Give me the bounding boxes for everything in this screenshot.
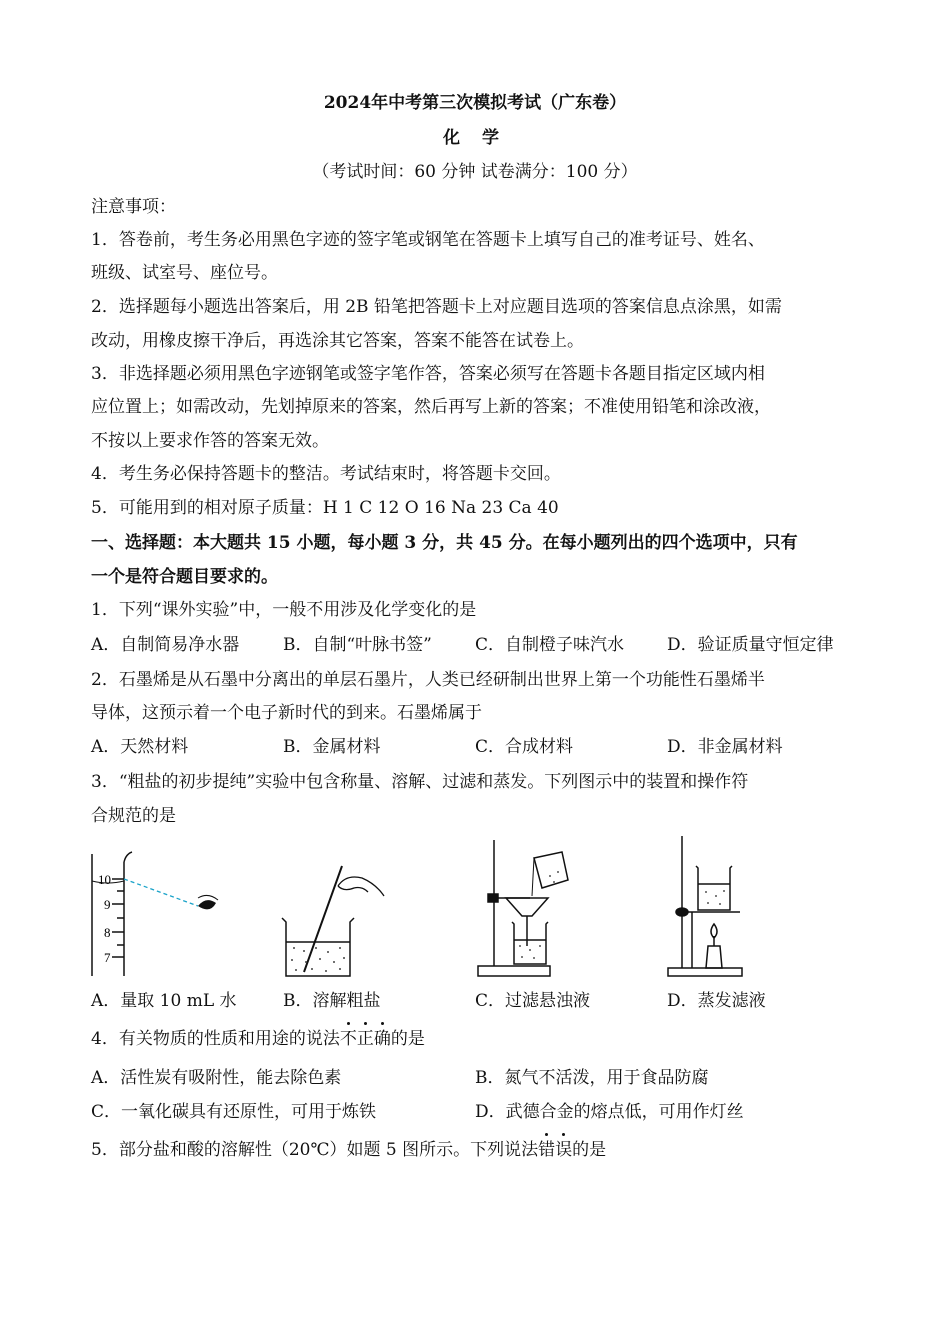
q3-stem-cont: 合规范的是: [91, 806, 176, 826]
emphasis-char: 误: [555, 1140, 573, 1160]
q1-stem: 1．下列“课外实验”中，一般不用涉及化学变化的是: [91, 600, 477, 620]
cylinder-tick-label: 7: [104, 950, 111, 965]
section-heading: 一、选择题：本大题共 15 小题，每小题 3 分，共 45 分。在每小题列出的四个选项中，只有: [91, 533, 798, 553]
q3-option-d: D．蒸发滤液: [667, 991, 766, 1011]
solution-dots: [705, 890, 725, 905]
cylinder-tick-label: 9: [104, 897, 111, 912]
emphasis-char: 错: [538, 1140, 556, 1160]
figure-evaporation: [662, 832, 782, 984]
subject-title: 化 学: [443, 128, 507, 148]
q5-stem: 5．部分盐和酸的溶解性（20℃）如题 5 图所示。下列说法错误的是: [91, 1140, 607, 1160]
q4-stem: 4．有关物质的性质和用途的说法不正确的是: [91, 1029, 425, 1049]
figure-cylinder-reading: [86, 848, 226, 980]
q3-option-b: B．溶解粗盐: [283, 991, 381, 1011]
note-line: 班级、试室号、座位号。: [91, 263, 278, 283]
q2-option-b: B．金属材料: [283, 737, 381, 757]
note-line: 4．考生务必保持答题卡的整洁。考试结束时，将答题卡交回。: [91, 464, 561, 484]
q4-option-b: B．氮气不活泼，用于食品防腐: [475, 1068, 709, 1088]
q3-option-a: A．量取 10 mL 水: [91, 991, 237, 1011]
q4-option-a: A．活性炭有吸附性，能去除色素: [91, 1068, 342, 1088]
section-heading-cont: 一个是符合题目要求的。: [91, 567, 278, 587]
q1-option-c: C．自制橙子味汽水: [475, 635, 625, 655]
emphasis-char: 正: [356, 1029, 374, 1049]
cylinder-tick-label: 10: [98, 872, 111, 887]
q3-option-c: C．过滤悬浊液: [475, 991, 591, 1011]
notes-heading: 注意事项：: [91, 197, 176, 217]
q1-option-a: A．自制简易净水器: [91, 635, 240, 655]
figure-dissolving: [276, 856, 396, 984]
solution-dots: [291, 947, 345, 972]
note-line: 应位置上；如需改动，先划掉原来的答案，然后再写上新的答案；不准使用铅笔和涂改液，: [91, 397, 771, 417]
emphasis-char: 确: [373, 1029, 391, 1049]
q2-stem: 2．石墨烯是从石墨中分离出的单层石墨片，人类已经研制出世界上第一个功能性石墨烯半: [91, 670, 765, 690]
q2-option-d: D．非金属材料: [667, 737, 783, 757]
note-line: 不按以上要求作答的答案无效。: [91, 431, 329, 451]
emphasis-char: 不: [339, 1029, 357, 1049]
q3-stem: 3．“粗盐的初步提纯”实验中包含称量、溶解、过滤和蒸发。下列图示中的装置和操作符: [91, 772, 749, 792]
q2-option-c: C．合成材料: [475, 737, 574, 757]
figure-filtration: [470, 836, 590, 984]
note-line: 3．非选择题必须用黑色字迹钢笔或签字笔作答，答案必须写在答题卡各题目指定区域内相: [91, 364, 765, 384]
cylinder-tick-label: 8: [104, 925, 111, 940]
q4-option-c: C．一氧化碳具有还原性，可用于炼铁: [91, 1102, 377, 1122]
note-line: 1．答卷前，考生务必用黑色字迹的签字笔或钢笔在答题卡上填写自己的准考证号、姓名、: [91, 230, 765, 250]
q2-stem-cont: 导体，这预示着一个电子新时代的到来。石墨烯属于: [91, 703, 482, 723]
note-line: 改动，用橡皮擦干净后，再选涂其它答案，答案不能答在试卷上。: [91, 331, 584, 351]
exam-title: 2024年中考第三次模拟考试（广东卷）: [323, 93, 627, 113]
exam-info: （考试时间：60 分钟 试卷满分：100 分）: [312, 162, 638, 182]
note-line: 2．选择题每小题选出答案后，用 2B 铅笔把答题卡上对应题目选项的答案信息点涂黑，如需: [91, 297, 782, 317]
q1-option-d: D．验证质量守恒定律: [667, 635, 834, 655]
eye-icon: [198, 895, 218, 909]
q2-option-a: A．天然材料: [91, 737, 189, 757]
q4-option-d: D．武德合金的熔点低，可用作灯丝: [475, 1102, 744, 1122]
q1-option-b: B．自制“叶脉书签”: [283, 635, 432, 655]
note-line: 5．可能用到的相对原子质量：H 1 C 12 O 16 Na 23 Ca 40: [91, 498, 559, 518]
